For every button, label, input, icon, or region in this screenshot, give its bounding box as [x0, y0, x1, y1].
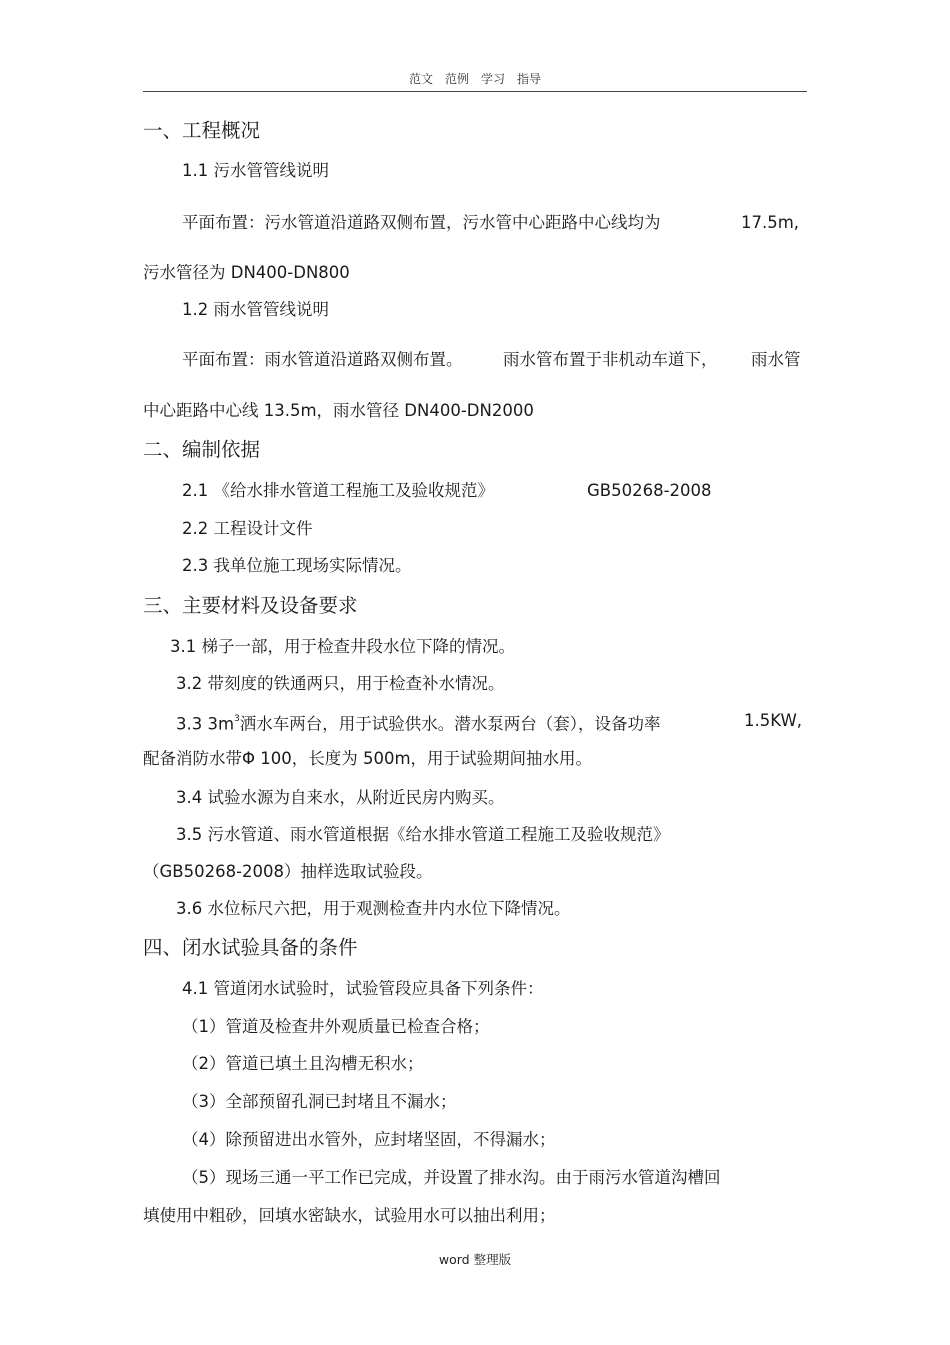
page-header — [143, 70, 807, 87]
section-3-1: 3.1 梯子一部，用于检查井段水位下降的情况。 — [170, 637, 515, 656]
section-3-6: 3.6 水位标尺六把，用于观测检查井内水位下降情况。 — [176, 899, 571, 918]
section-1-2-text: 平面布置：雨水管道沿道路双侧布置。 — [182, 350, 463, 369]
section-2-2: 2.2 工程设计文件 — [182, 519, 313, 538]
condition-3: （3）全部预留孔洞已封堵且不漏水； — [182, 1092, 457, 1111]
section-4-title: 四、闭水试验具备的条件 — [143, 936, 358, 959]
section-2-title: 二、编制依据 — [143, 438, 261, 461]
condition-5-cont: 填使用中粗砂，回填水密缺水，试验用水可以抽出利用； — [143, 1206, 556, 1225]
superscript: 3 — [234, 714, 240, 724]
page-footer: word 整理版 — [438, 1252, 512, 1267]
section-1-2-text-c: 雨水管 — [751, 350, 801, 369]
section-1-1-title: 1.1 污水管管线说明 — [182, 161, 329, 180]
section-3-3-b: 洒水车两台，用于试验供水。潜水泵两台（套），设备功率 — [239, 714, 661, 734]
section-1-2-text-cont: 中心距路中心线 13.5m，雨水管径 DN400-DN2000 — [143, 401, 534, 420]
header-item: 范例 — [444, 72, 469, 86]
section-3-5: 3.5 污水管道、雨水管道根据《给水排水管道工程施工及验收规范》 — [176, 825, 670, 844]
section-1-1-text-value: 17.5m, — [741, 213, 800, 232]
section-1-1-text: 平面布置：污水管道沿道路双侧布置，污水管中心距路中心线均为 — [182, 213, 661, 232]
condition-5: （5）现场三通一平工作已完成，并设置了排水沟。由于雨污水管道沟槽回 — [182, 1168, 721, 1187]
section-3-4: 3.4 试验水源为自来水，从附近民房内购买。 — [176, 788, 505, 807]
section-2-1: 2.1 《给水排水管道工程施工及验收规范》 — [182, 481, 494, 500]
header-item: 学习 — [481, 72, 506, 86]
section-1-2-text-b: 雨水管布置于非机动车道下， — [503, 350, 718, 369]
header-item: 指导 — [517, 72, 542, 86]
section-1-title: 一、工程概况 — [143, 119, 261, 142]
header-divider — [143, 91, 807, 92]
section-3-2: 3.2 带刻度的铁通两只，用于检查补水情况。 — [176, 674, 505, 693]
section-2-3: 2.3 我单位施工现场实际情况。 — [182, 556, 412, 575]
condition-1: （1）管道及检查井外观质量已检查合格； — [182, 1017, 490, 1036]
section-1-1-text-cont: 污水管径为 DN400-DN800 — [143, 263, 350, 282]
section-3-3-cont: 配备消防水带Φ 100，长度为 500m，用于试验期间抽水用。 — [143, 749, 593, 768]
section-4-1: 4.1 管道闭水试验时，试验管段应具备下列条件： — [182, 979, 544, 998]
section-2-1-code: GB50268-2008 — [587, 481, 712, 500]
section-3-title: 三、主要材料及设备要求 — [143, 594, 358, 617]
section-3-3-a: 3.3 3m — [176, 714, 235, 734]
section-3-3-power: 1.5KW, — [744, 711, 803, 730]
condition-2: （2）管道已填土且沟槽无积水； — [182, 1054, 424, 1073]
section-1-2-title: 1.2 雨水管管线说明 — [182, 300, 329, 319]
section-3-5-cont: （GB50268-2008）抽样选取试验段。 — [143, 862, 433, 881]
header-item: 范文 — [408, 72, 433, 86]
condition-4: （4）除预留进出水管外，应封堵坚固，不得漏水； — [182, 1130, 556, 1149]
section-3-3 — [176, 710, 661, 736]
